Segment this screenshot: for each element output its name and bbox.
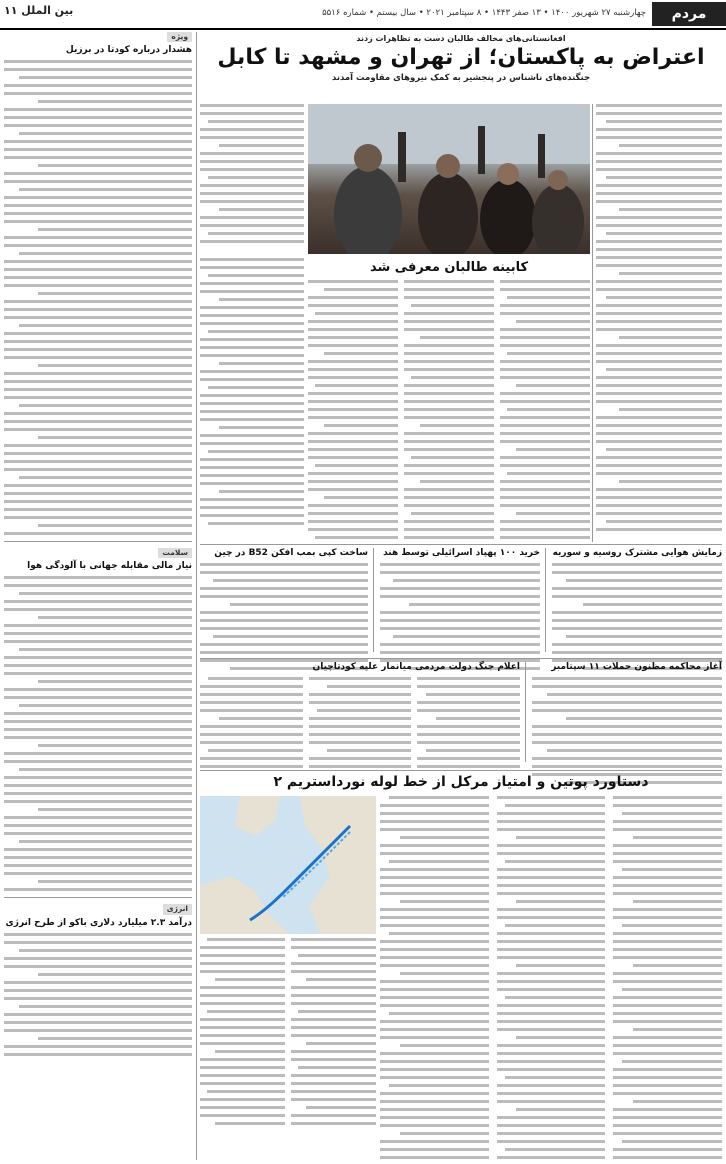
nord-stream-map-graphic	[200, 796, 376, 934]
nord-title: دستاورد پوتین و امتیاز مرکل از خط لوله نورداستریم ۲	[273, 774, 649, 790]
left-story-2-body	[4, 576, 192, 891]
cabinet-title: کابینه طالبان معرفی شد	[369, 260, 529, 275]
nord-body-left	[200, 938, 376, 1160]
ground-title: خرید ۱۰۰ پهپاد اسرائیلی توسط هند	[383, 548, 540, 558]
lead-left-text	[200, 104, 304, 254]
left-story-1-title: هشدار درباره کودتا در برزیل	[65, 45, 192, 56]
lead-kicker: افغانستانی‌های مخالف طالبان دست به تظاهرات زدند	[356, 34, 566, 43]
cabinet-header	[308, 260, 590, 276]
nord-stream-map	[200, 796, 376, 934]
dateline: چهارشنبه ۲۷ شهریور ۱۴۰۰ • ۱۳ صفر ۱۴۴۳ • ۸ سپتامبر ۲۰۲۱ • سال بیستم • شماره ۵۵۱۶	[322, 8, 646, 18]
lead-title: اعتراض به پاکستان؛ از تهران و مشهد تا کابل	[217, 45, 705, 70]
protest-photo-graphic	[308, 104, 590, 254]
left-story-3-title: درآمد ۲.۳ میلیارد دلاری باکو از طرح انرژی	[5, 917, 192, 928]
left-tag-3: انرژی	[163, 904, 192, 914]
b52-title: ساخت کپی بمب افکن B52 در چین	[214, 548, 368, 558]
left-tag-1: ویژه	[167, 32, 192, 42]
masthead: مردم سالاری	[652, 2, 726, 26]
lead-left-text-2	[200, 258, 304, 540]
second-row	[200, 662, 722, 766]
protest-photo	[308, 104, 590, 254]
nord-header	[200, 774, 722, 790]
lead-subtitle: جنگنده‌های ناشناس در پنجشیر به کمک نیروهای مقاومت آمدند	[331, 73, 591, 83]
ground-story	[380, 548, 540, 675]
lead-right-text	[596, 104, 722, 542]
cabinet-body	[308, 280, 590, 542]
b52-story	[200, 548, 368, 675]
quakes-story	[552, 548, 722, 675]
guinea-story	[200, 662, 520, 773]
quakes-title: زمایش هوایی مشترک روسیه و سوریه	[552, 548, 722, 558]
left-tag-2: سلامت	[158, 548, 192, 558]
left-story-1-body	[4, 60, 192, 535]
lead-header	[200, 34, 722, 83]
left-column	[4, 32, 192, 1160]
short-stories-row	[200, 548, 722, 654]
trial-title: آغاز محاکمه مظنون حملات ۱۱ سپتامبر	[551, 662, 722, 672]
left-story-2-title: نیاز مالی مقابله جهانی با آلودگی هوا	[27, 561, 192, 572]
nord-body	[380, 796, 722, 1160]
section-label: بین الملل ۱۱	[4, 4, 74, 17]
guinea-title: اعلام جنگ دولت مردمی میانمار علیه کودتاچیان	[312, 662, 520, 672]
left-story-3-body	[4, 933, 192, 1056]
